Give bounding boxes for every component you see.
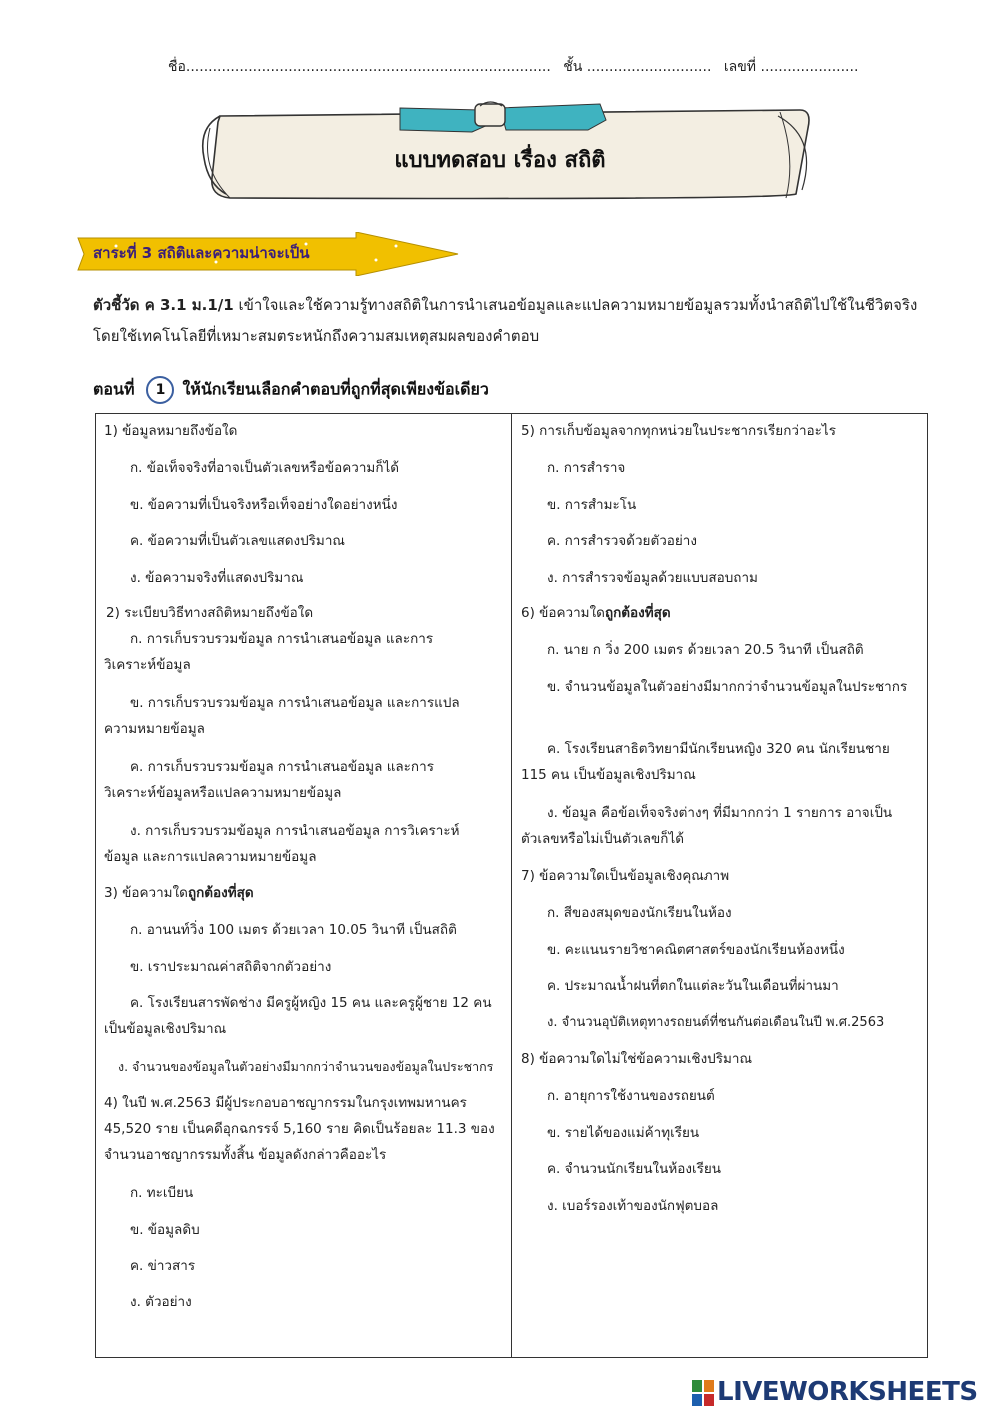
question-6 xyxy=(521,600,671,626)
q7-option-c[interactable]: ค. ประมาณน้ำฝนที่ตกในแต่ละวันในเดือนที่ผ่านมา xyxy=(547,978,839,994)
q3-option-d[interactable]: ง. จำนวนของข้อมูลในตัวอย่างมีมากกว่าจำนวนของข้อมูลในประชากร xyxy=(118,1059,494,1074)
q4-option-c[interactable]: ค. ข่าวสาร xyxy=(130,1258,196,1274)
column-divider xyxy=(511,413,512,1358)
q8-option-d[interactable]: ง. เบอร์รองเท้าของนักฟุตบอล xyxy=(547,1198,719,1214)
q8-option-c[interactable]: ค. จำนวนนักเรียนในห้องเรียน xyxy=(547,1161,721,1177)
question-7: 7) ข้อความใดเป็นข้อมูลเชิงคุณภาพ xyxy=(521,868,730,884)
number-field-label: เลขที่ ...................... xyxy=(723,59,859,75)
q1-option-b[interactable]: ข. ข้อความที่เป็นจริงหรือเท็จอย่างใดอย่างหนึ่ง xyxy=(130,497,398,513)
q7-option-a[interactable]: ก. สีของสมุดของนักเรียนในห้อง xyxy=(547,905,732,921)
q6-prefix: 6) ข้อความใด xyxy=(521,605,605,621)
q6-option-d[interactable]: ง. ข้อมูล คือข้อเท็จจริงต่างๆ ที่มีมากกว่า 1 รายการ อาจเป็นตัวเลขหรือไม่เป็นตัวเลขก็ได้ xyxy=(521,805,893,847)
q3-option-a[interactable]: ก. อานนท์วิ่ง 100 เมตร ด้วยเวลา 10.05 วินาที เป็นสถิติ xyxy=(130,922,457,938)
indicator-prefix: ตัวชี้วัด ค 3.1 ม.1/1 xyxy=(93,296,234,314)
q6-option-b[interactable]: ข. จำนวนข้อมูลในตัวอย่างมีมากกว่าจำนวนข้อมูลในประชากร xyxy=(547,679,908,695)
q4-option-b[interactable]: ข. ข้อมูลดิบ xyxy=(130,1222,200,1238)
q4-option-d[interactable]: ง. ตัวอย่าง xyxy=(130,1294,192,1310)
q1-option-c[interactable]: ค. ข้อความที่เป็นตัวเลขแสดงปริมาณ xyxy=(130,533,345,549)
q5-option-d[interactable]: ง. การสำรวจข้อมูลด้วยแบบสอบถาม xyxy=(547,570,758,586)
question-2: 2) ระเบียบวิธีทางสถิติหมายถึงข้อใด xyxy=(106,605,314,621)
q1-option-a[interactable]: ก. ข้อเท็จจริงที่อาจเป็นตัวเลขหรือข้อความก็ได้ xyxy=(130,460,400,476)
class-field-label: ชั้น ............................ xyxy=(563,59,712,75)
q3-option-c[interactable]: ค. โรงเรียนสารพัดช่าง มีครูผู้หญิง 15 คน และครูผู้ชาย 12 คน เป็นข้อมูลเชิงปริมาณ xyxy=(104,995,492,1037)
q2-option-c[interactable]: ค. การเก็บรวบรวมข้อมูล การนำเสนอข้อมูล และการวิเคราะห์ข้อมูลหรือแปลความหมายข้อมูล xyxy=(104,759,434,801)
student-info-line xyxy=(168,56,868,78)
question-8: 8) ข้อความใดไม่ใช่ข้อความเชิงปริมาณ xyxy=(521,1051,752,1067)
part-heading xyxy=(93,376,489,404)
q2-option-d[interactable]: ง. การเก็บรวบรวมข้อมูล การนำเสนอข้อมูล การวิเคราะห์ข้อมูล และการแปลความหมายข้อมูล xyxy=(104,823,460,865)
q3-prefix: 3) ข้อความใด xyxy=(104,885,188,901)
question-5: 5) การเก็บข้อมูลจากทุกหน่วยในประชากรเรียกว่าอะไร xyxy=(521,423,836,439)
liveworksheets-logo-text[interactable]: LIVEWORKSHEETS xyxy=(717,1377,978,1407)
q6-option-c[interactable]: ค. โรงเรียนสาธิตวิทยามีนักเรียนหญิง 320 คน นักเรียนชาย 115 คน เป็นข้อมูลเชิงปริมาณ xyxy=(521,741,890,783)
indicator-text xyxy=(93,290,923,352)
q4-option-a[interactable]: ก. ทะเบียน xyxy=(130,1185,194,1201)
question-1: 1) ข้อมูลหมายถึงข้อใด xyxy=(104,423,238,439)
name-field-label: ชื่อ.................................................................................. xyxy=(168,59,551,75)
q5-option-c[interactable]: ค. การสำรวจด้วยตัวอย่าง xyxy=(547,533,697,549)
q8-option-b[interactable]: ข. รายได้ของแม่ค้าทุเรียน xyxy=(547,1125,700,1141)
q6-option-a[interactable]: ก. นาย ก วิ่ง 200 เมตร ด้วยเวลา 20.5 วินาที เป็นสถิติ xyxy=(547,642,864,658)
question-3 xyxy=(104,880,254,906)
q5-option-a[interactable]: ก. การสำราจ xyxy=(547,460,626,476)
part-instruction: ให้นักเรียนเลือกคำตอบที่ถูกที่สุดเพียงข้อเดียว xyxy=(182,379,489,399)
q1-option-d[interactable]: ง. ข้อความจริงที่แสดงปริมาณ xyxy=(130,570,304,586)
indicator-body: เข้าใจและใช้ความรู้ทางสถิติในการนำเสนอข้อมูลและแปลความหมายข้อมูลรวมทั้งนำสถิติไปใช้ในชีวิตจริงโดยใช้เทคโนโลยีที่เหมาะสมตระหนักถึงความสมเหตุสมผลของคำตอบ xyxy=(93,296,918,345)
liveworksheets-logo-icon xyxy=(692,1380,714,1406)
part-number-circle: 1 xyxy=(146,376,174,404)
q3-bold: ถูกต้องที่สุด xyxy=(187,885,254,901)
worksheet-title: แบบทดสอบ เรื่อง สถิติ xyxy=(394,148,606,173)
q7-option-b[interactable]: ข. คะแนนรายวิชาคณิตศาสตร์ของนักเรียนห้องหนึ่ง xyxy=(547,942,845,958)
q2-option-a[interactable]: ก. การเก็บรวบรวมข้อมูล การนำเสนอข้อมูล และการวิเคราะห์ข้อมูล xyxy=(104,631,434,673)
q7-option-d[interactable]: ง. จำนวนอุบัติเหตุทางรถยนต์ที่ชนกันต่อเดือนในปี พ.ศ.2563 xyxy=(547,1015,885,1030)
part-label: ตอนที่ xyxy=(93,379,135,399)
q2-option-b[interactable]: ข. การเก็บรวบรวมข้อมูล การนำเสนอข้อมูล และการแปลความหมายข้อมูล xyxy=(104,695,460,737)
strand-label: สาระที่ 3 สถิติและความน่าจะเป็น xyxy=(93,244,310,262)
q8-option-a[interactable]: ก. อายุการใช้งานของรถยนต์ xyxy=(547,1088,715,1104)
q5-option-b[interactable]: ข. การสำมะโน xyxy=(547,497,637,513)
q6-bold: ถูกต้องที่สุด xyxy=(604,605,671,621)
q3-option-b[interactable]: ข. เราประมาณค่าสถิติจากตัวอย่าง xyxy=(130,959,332,975)
question-4: 4) ในปี พ.ศ.2563 มีผู้ประกอบอาชญากรรมในกรุงเทพมหานคร 45,520 ราย เป็นคดีอุกฉกรรจ์ 5,160 ราย คิดเป็นร้อยละ 11.3 ของจำนวนอาชญากรรมทั้งสิ้น ข้อมูลดังกล่าวคืออะไร xyxy=(104,1095,495,1163)
